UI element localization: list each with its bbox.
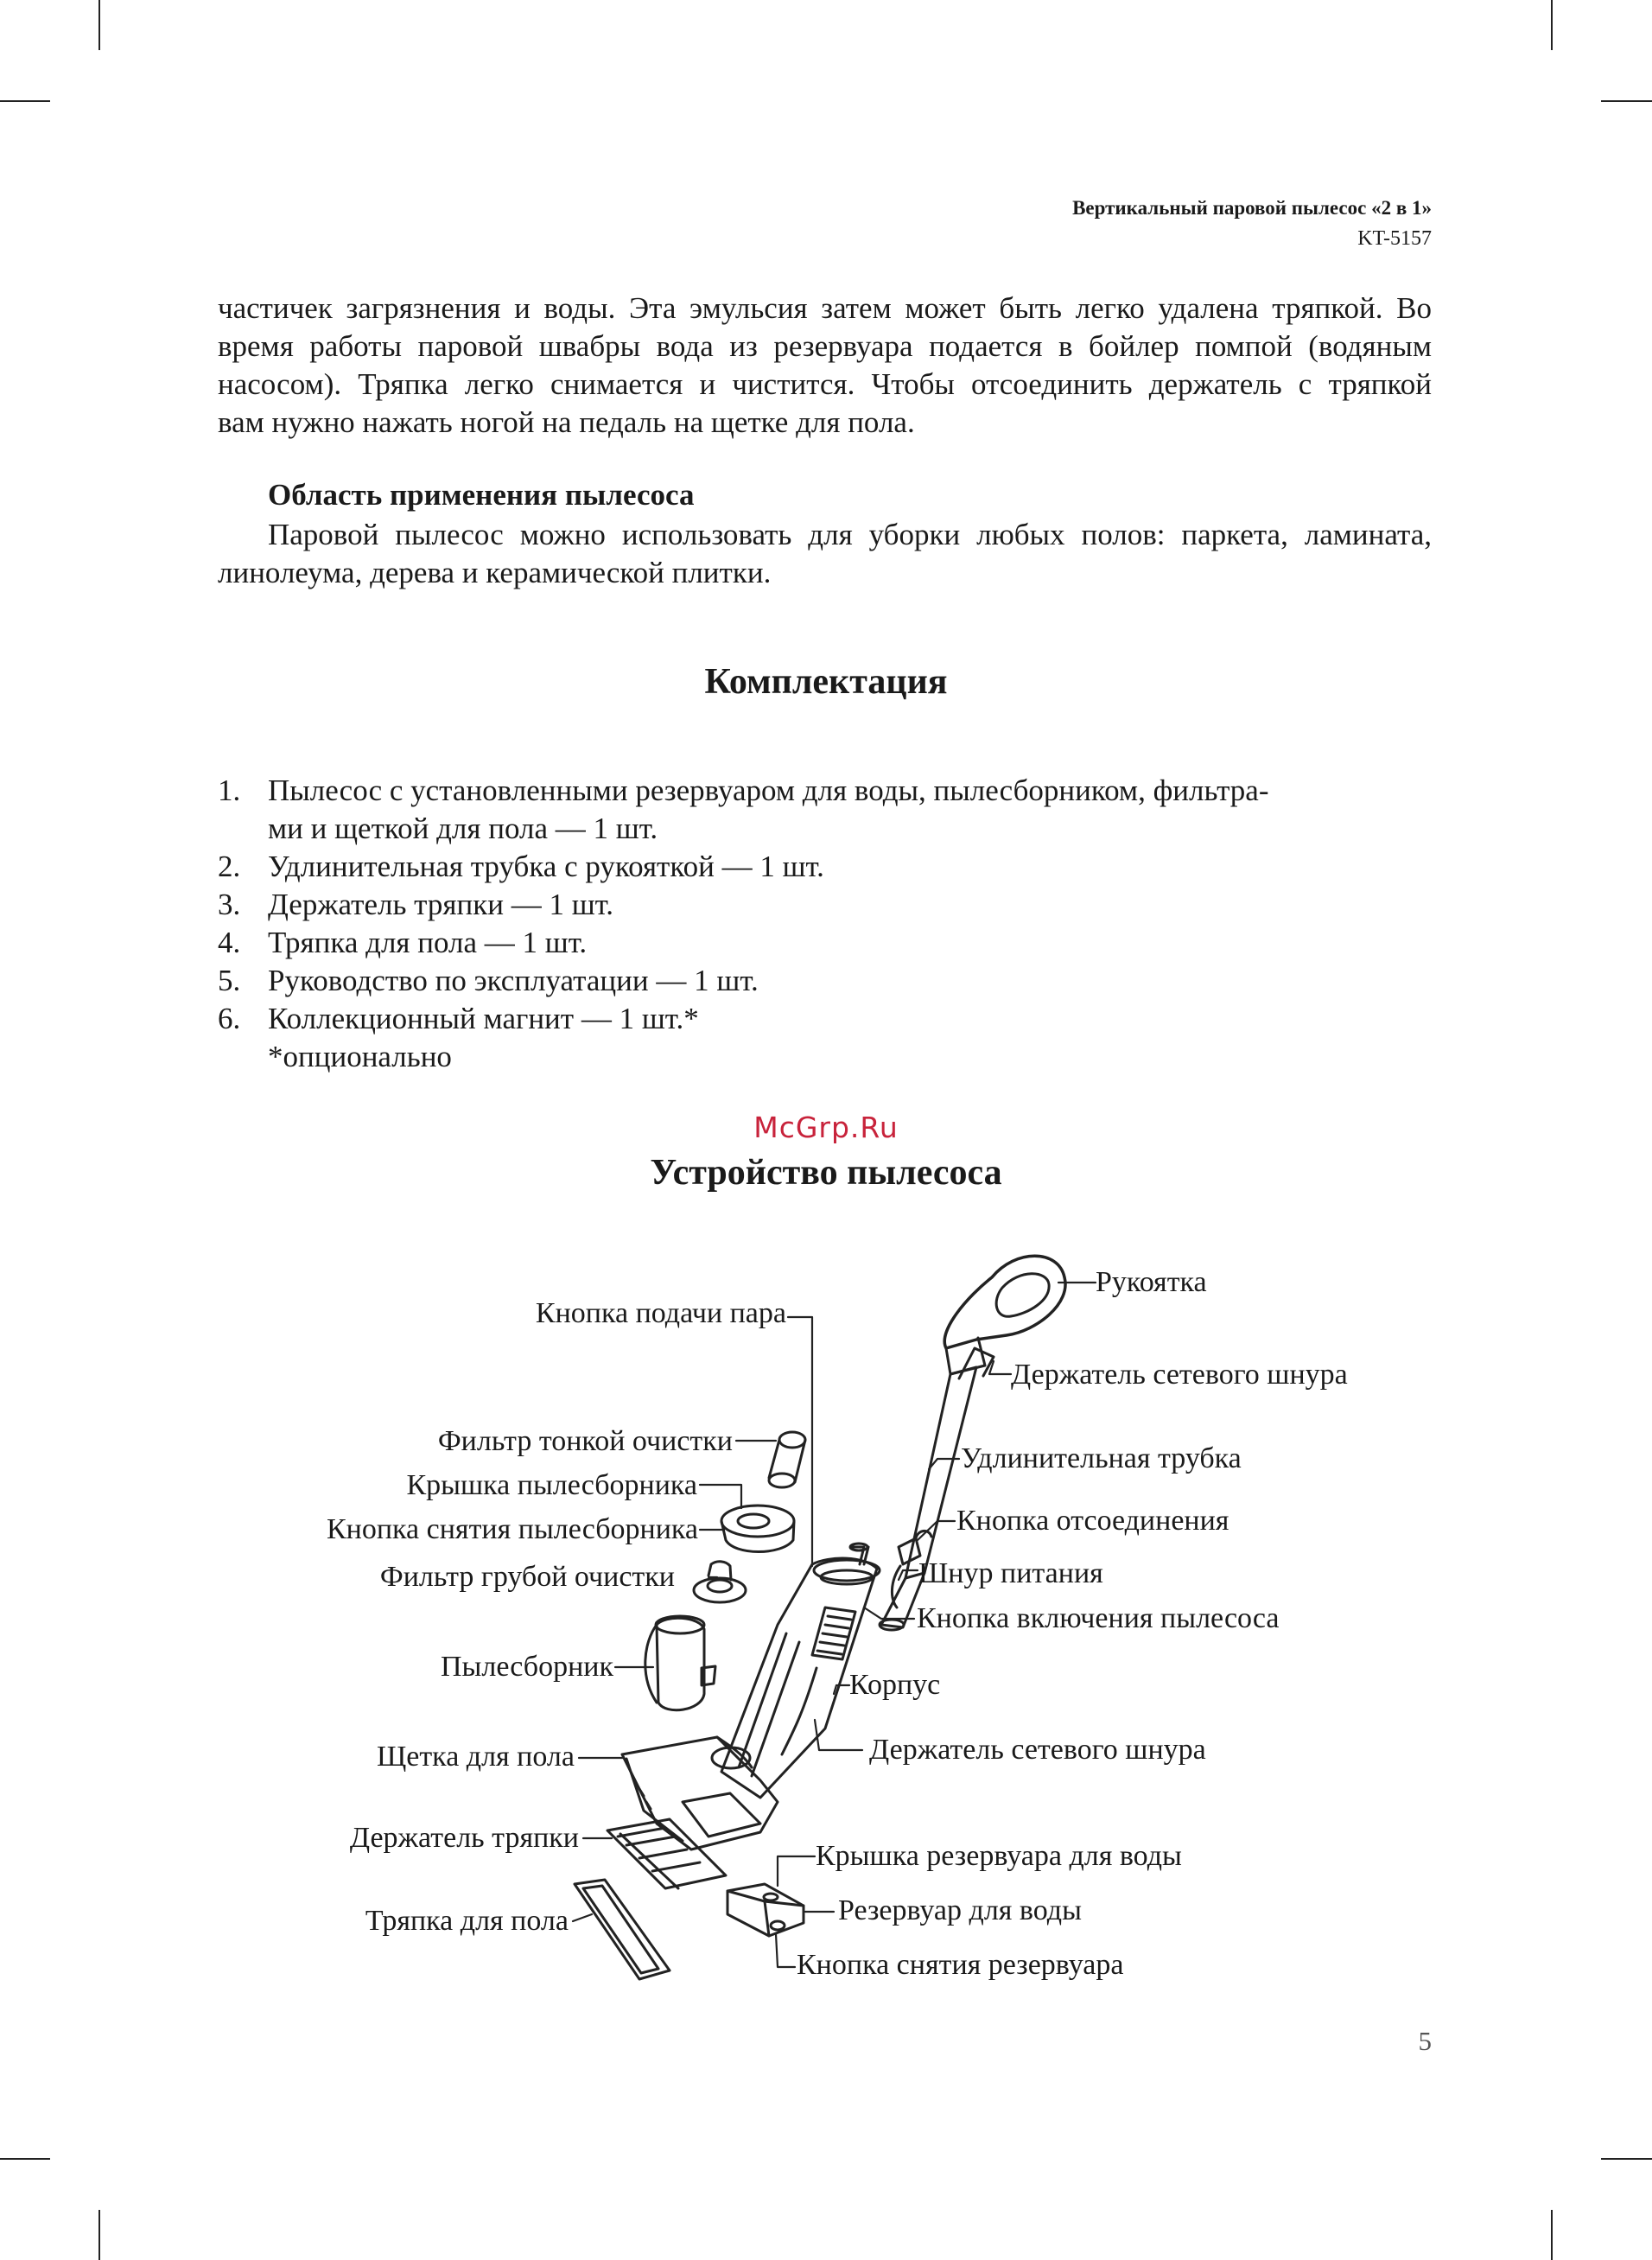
label-dust-lid: Крышка пылесборника	[406, 1469, 697, 1501]
list-number: 6.	[218, 1002, 241, 1035]
list-text: ми и щеткой для пола — 1 шт.	[268, 812, 658, 845]
usage-heading: Область применения пылесоса	[268, 478, 695, 512]
label-power-button: Кнопка включения пылесоса	[917, 1602, 1280, 1634]
list-text: Держатель тряпки — 1 шт.	[268, 888, 614, 921]
list-text: Тряпка для пола — 1 шт.	[268, 926, 588, 959]
label-detach-button: Кнопка отсоединения	[956, 1505, 1229, 1537]
device-title: Устройство пылесоса	[650, 1153, 1002, 1193]
list-text: Руководство по эксплуатации — 1 шт.	[268, 964, 759, 997]
page-number: 5	[1418, 2026, 1432, 2056]
label-extension-tube: Удлинительная трубка	[961, 1442, 1242, 1474]
label-coarse-filter: Фильтр грубой очистки	[379, 1561, 675, 1593]
list-number: 5.	[218, 964, 241, 997]
header-title: Вертикальный паровой пылесос «2 в 1»	[1072, 197, 1432, 219]
label-steam-button: Кнопка подачи пара	[535, 1297, 786, 1329]
coarse-filter-drawing	[694, 1562, 746, 1602]
dust-lid-drawing	[721, 1506, 794, 1552]
header-model: KT-5157	[1357, 227, 1432, 250]
list-number: 3.	[218, 888, 241, 921]
watermark: McGrp.Ru	[753, 1111, 899, 1144]
label-power-cord: Шнур питания	[918, 1557, 1103, 1589]
list-number: 4.	[218, 926, 241, 959]
intro-line: вам нужно нажать ногой на педаль на щетке для пола.	[218, 405, 915, 439]
label-tank-release: Кнопка снятия резервуара	[797, 1949, 1124, 1981]
list-number: 2.	[218, 850, 241, 883]
intro-line: время работы паровой швабры вода из резервуара подается в бойлер помпой (водяным	[218, 329, 1432, 363]
list-text: Коллекционный магнит — 1 шт.*	[268, 1002, 699, 1035]
cloth-drawing	[575, 1880, 670, 1979]
list-number: 1.	[218, 773, 241, 807]
label-cloth-holder: Держатель тряпки	[349, 1822, 579, 1854]
label-cord-holder-top: Держатель сетевого шнура	[1011, 1359, 1348, 1391]
label-floor-brush: Щетка для пола	[376, 1741, 575, 1773]
dust-container-drawing	[645, 1616, 715, 1710]
package-title: Комплектация	[704, 662, 948, 702]
intro-line: частичек загрязнения и воды. Эта эмульсия затем может быть легко удалена тряпкой. Во	[218, 291, 1432, 325]
label-tank-lid: Крышка резервуара для воды	[816, 1840, 1182, 1872]
label-water-tank: Резервуар для воды	[838, 1894, 1082, 1926]
label-cord-holder-bottom: Держатель сетевого шнура	[869, 1734, 1206, 1766]
list-text: Удлинительная трубка с рукояткой — 1 шт.	[268, 850, 824, 883]
usage-line: линолеума, дерева и керамической плитки.	[218, 556, 772, 589]
intro-line: насосом). Тряпка легко снимается и чистится. Чтобы отсоединить держатель с тряпкой	[218, 367, 1432, 401]
label-dust-release: Кнопка снятия пылесборника	[326, 1513, 698, 1545]
list-note: *опционально	[268, 1040, 452, 1073]
handle-drawing	[944, 1256, 1065, 1374]
label-handle: Рукоятка	[1096, 1266, 1207, 1298]
label-body: Корпус	[849, 1669, 941, 1701]
label-floor-cloth: Тряпка для пола	[365, 1905, 569, 1937]
label-dust-container: Пылесборник	[440, 1651, 613, 1683]
label-fine-filter: Фильтр тонкой очистки	[437, 1425, 733, 1457]
list-text: Пылесос с установленными резервуаром для воды, пылесборником, фильтра-	[268, 773, 1269, 807]
usage-line: Паровой пылесос можно использовать для уборки любых полов: паркета, ламината,	[268, 518, 1432, 551]
tank-drawing	[728, 1884, 804, 1936]
